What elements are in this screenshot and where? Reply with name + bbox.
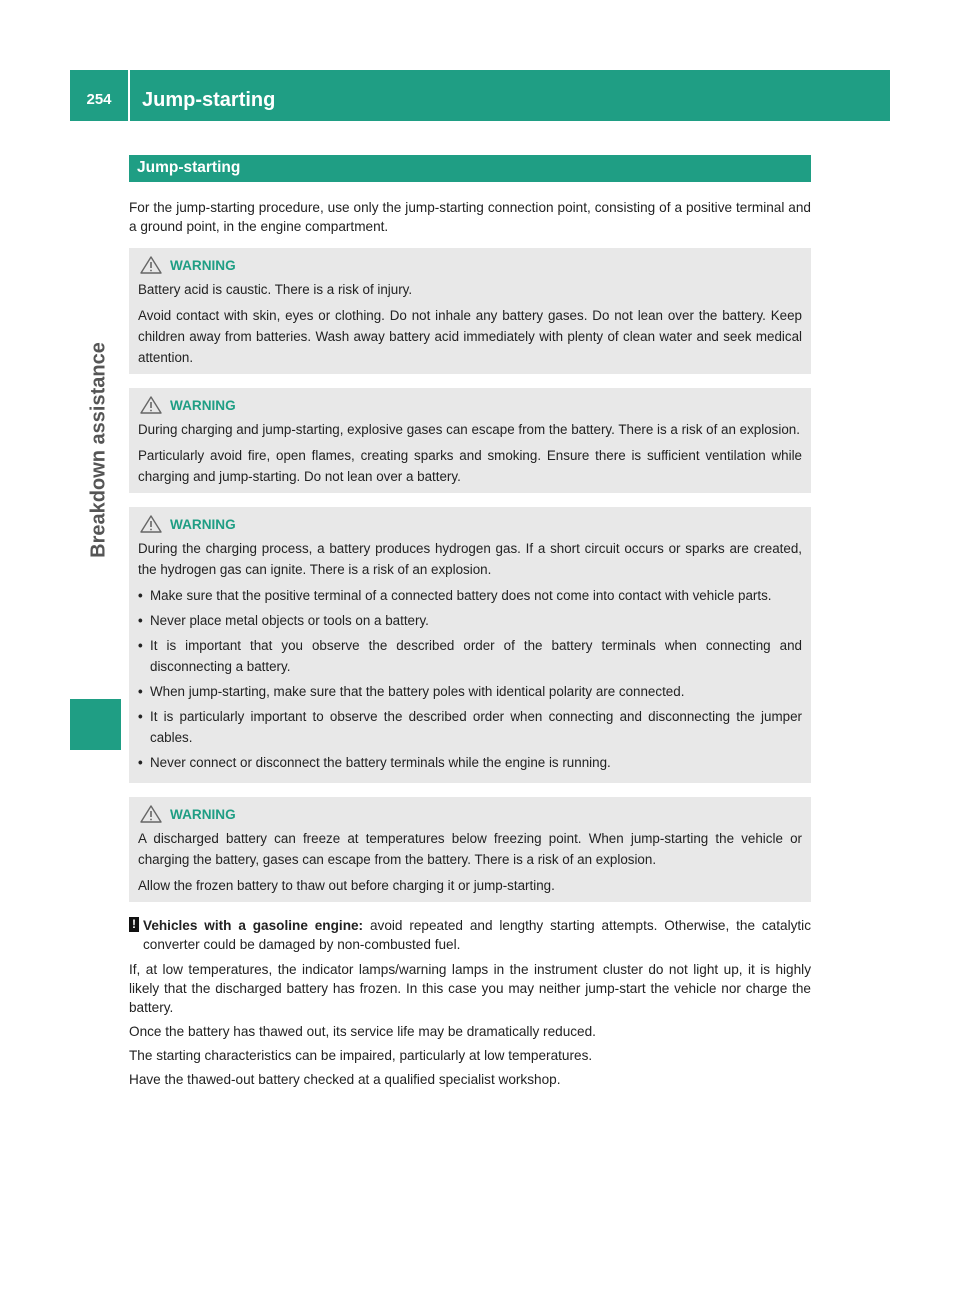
list-item-text: Never connect or disconnect the battery terminals while the engine is running. xyxy=(150,755,611,770)
note-bold: Vehicles with a gasoline engine: xyxy=(143,918,364,933)
list-item-text: Never place metal objects or tools on a battery. xyxy=(150,613,429,628)
list-item xyxy=(138,610,802,631)
page-content xyxy=(129,155,811,1094)
warning-label: WARNING xyxy=(170,806,236,822)
warning-label: WARNING xyxy=(170,257,236,273)
body-paragraph: If, at low temperatures, the indicator lamps/warning lamps in the instrument cluster do not light up, it is highly likely that the discharged battery has frozen. In this case you may neither jump-start the vehicle nor charge the battery. xyxy=(129,962,811,1015)
page-number: 254 xyxy=(86,91,112,108)
sidebar-label-text: Breakdown assistance xyxy=(87,342,110,558)
body-paragraph: Have the thawed-out battery checked at a qualified specialist workshop. xyxy=(129,1072,561,1087)
warning-text: Battery acid is caustic. There is a risk of injury. xyxy=(138,282,413,297)
header-divider xyxy=(128,70,130,121)
warning-header xyxy=(138,513,802,535)
list-item xyxy=(138,706,802,748)
bullet-icon: • xyxy=(138,709,143,724)
body-paragraph: The starting characteristics can be impaired, particularly at low temperatures. xyxy=(129,1048,593,1063)
exclamation-icon: ! xyxy=(129,917,139,932)
sidebar-label xyxy=(84,230,114,670)
warning-text: Particularly avoid fire, open flames, creating sparks and smoking. Ensure there is sufficient ventilation while charging and jump-starting. Do not lean over a battery. xyxy=(138,448,802,484)
header-title: Jump-starting xyxy=(142,89,276,111)
bullet-icon: • xyxy=(138,755,143,770)
bullet-icon: • xyxy=(138,613,143,628)
note-box xyxy=(129,916,811,954)
list-item-text: It is important that you observe the described order of the battery terminals when connecting and disconnecting a battery. xyxy=(150,638,802,674)
list-item-text: When jump-starting, make sure that the battery poles with identical polarity are connected. xyxy=(150,684,685,699)
note-body: avoid repeated and lengthy starting attempts. Otherwise, the catalytic converter could be damaged by non-combusted fuel. xyxy=(143,918,811,952)
sidebar-tab-marker xyxy=(70,699,121,750)
body-paragraph: Once the battery has thawed out, its service life may be dramatically reduced. xyxy=(129,1024,596,1039)
bullet-icon: • xyxy=(138,588,143,603)
warning-triangle-icon xyxy=(140,256,162,274)
warning-text: Allow the frozen battery to thaw out before charging it or jump-starting. xyxy=(138,878,555,893)
list-item xyxy=(138,752,802,773)
warning-triangle-icon xyxy=(140,805,162,823)
warning-label: WARNING xyxy=(170,397,236,413)
warning-header xyxy=(138,803,802,825)
warning-header xyxy=(138,394,802,416)
warning-text: Avoid contact with skin, eyes or clothing. Do not inhale any battery gases. Do not lean over the battery. Keep children away from batteries. Wash away battery acid immediately with plenty of clean water and seek medical attention. xyxy=(138,308,802,365)
warning-text: During the charging process, a battery produces hydrogen gas. If a short circuit occurs or sparks are created, the hydrogen gas can ignite. There is a risk of an explosion. xyxy=(138,541,802,577)
page-header xyxy=(70,70,890,121)
list-item xyxy=(138,635,802,677)
warning-triangle-icon xyxy=(140,515,162,533)
warning-triangle-icon xyxy=(140,396,162,414)
warning-text: During charging and jump-starting, explosive gases can escape from the battery. There is a risk of an explosion. xyxy=(138,422,800,437)
list-item-text: It is particularly important to observe the described order when connecting and disconnecting the jumper cables. xyxy=(150,709,802,745)
list-item xyxy=(138,585,802,606)
warning-bullet-list xyxy=(138,585,802,773)
section-intro: For the jump-starting procedure, use only the jump-starting connection point, consisting of a positive terminal and a ground point, in the engine compartment. xyxy=(129,200,811,234)
bullet-icon: • xyxy=(138,684,143,699)
bullet-icon: • xyxy=(138,638,143,653)
warning-box xyxy=(129,797,811,902)
warning-box xyxy=(129,507,811,783)
list-item-text: Make sure that the positive terminal of a connected battery does not come into contact with vehicle parts. xyxy=(150,588,772,603)
warning-box xyxy=(129,248,811,374)
warning-label: WARNING xyxy=(170,516,236,532)
warning-text: A discharged battery can freeze at temperatures below freezing point. When jump-starting the vehicle or charging the battery, gases can escape from the battery. There is a risk of an explosion. xyxy=(138,831,802,867)
note-text xyxy=(143,916,811,954)
warning-header xyxy=(138,254,802,276)
warning-box xyxy=(129,388,811,493)
list-item xyxy=(138,681,802,702)
section-title: Jump-starting xyxy=(129,155,811,182)
